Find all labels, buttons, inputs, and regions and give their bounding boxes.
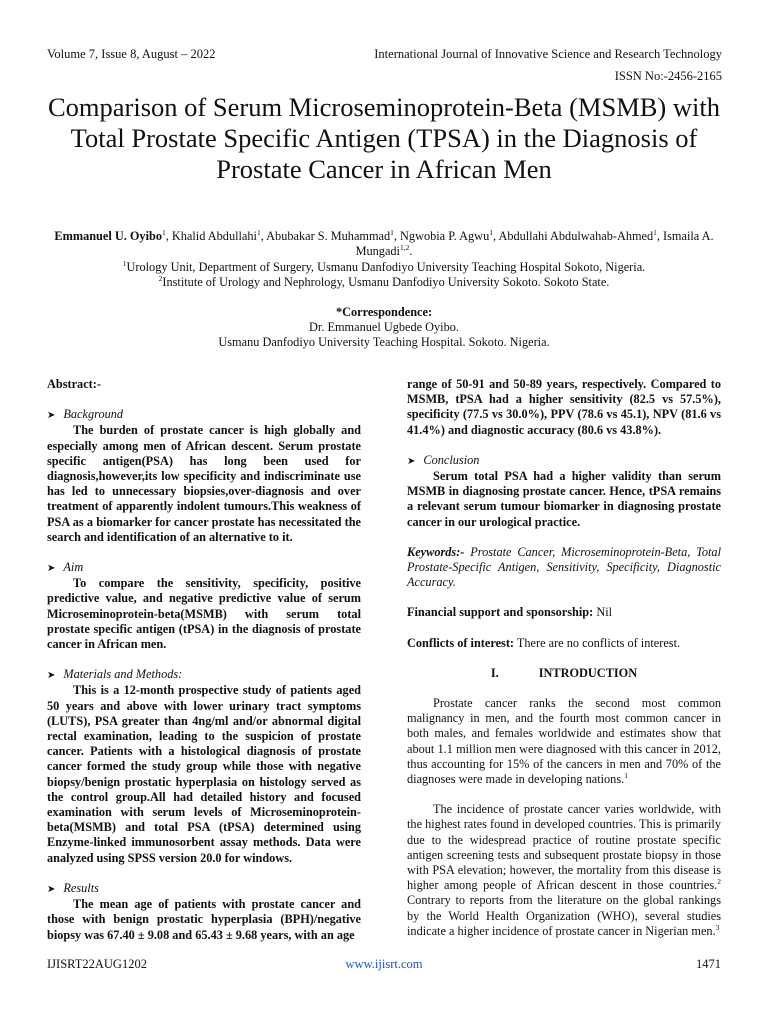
page-number: 1471 [696, 957, 721, 971]
author: , Khalid Abdullahi [165, 229, 257, 243]
bullet-arrow-icon: ➤ [47, 410, 56, 422]
affiliation-2: $^2$Institute of Urology and Nephrology, Usmanu Danfodiyo University Sokoto. Sokoto State. [158, 273, 610, 289]
aim-heading: ➤ Aim [47, 560, 84, 575]
methods-text: This is a 12-month prospective study of patients aged 50 years and above with lower urinary tract symptoms (LUTS), PSA greater than 4ng/ml and/or abnormal digital rectal examination, leading to the suspicion of prostate cancer. Patients with a histological diagnosis of prostate cancer formed the study group while those with negative biopsy/benign prostatic hyperplasia on histology served as the control group.All had detailed history and focused examination with serum levels of Microseminoprotein-beta(MSMB) and total PSA (tPSA) determined using Enzyme-linked immunosorbent assay methods. Data were analyzed using SPSS version 20.0 for windows. [47, 683, 361, 865]
author: , Ismaila A. Mungadi [355, 229, 714, 258]
bullet-arrow-icon: ➤ [407, 455, 416, 467]
journal-website-link[interactable]: www.ijisrt.com [345, 957, 423, 971]
results-heading: ➤ Results [47, 880, 99, 895]
introduction-heading: I. INTRODUCTION [490, 665, 638, 680]
correspondence-label: *Correspondence: [335, 305, 433, 319]
author: , Abubakar S. Muhammad [260, 229, 391, 243]
author-list: Emmanuel U. Oyibo$^1$, Khalid Abdullahi$^1$, Abubakar S. Muhammad$^1$, Ngwobia P. Agwu$^1$, Abdullahi Abdulwahab-Ahmed$^1$, Ismaila A. Mungadi$^{1,2}$. [54, 227, 714, 258]
bullet-arrow-icon: ➤ [47, 563, 56, 575]
correspondence-name: Dr. Emmanuel Ugbede Oyibo. [309, 320, 459, 334]
correspondence-address: Usmanu Danfodiyo University Teaching Hospital. Sokoto. Nigeria. [218, 335, 550, 349]
author: , Abdullahi Abdulwahab-Ahmed [492, 229, 654, 243]
article-code: IJISRT22AUG1202 [47, 957, 147, 971]
results-text: The mean age of patients with prostate cancer and those with benign prostatic hyperplasia (BPH)/negative biopsy was 67.40 ± 9.08 and 65.43 ± 9.68 years, with an age [47, 897, 361, 942]
abstract-label: Abstract:- [47, 377, 101, 391]
conflicts-of-interest: Conflicts of interest: There are no conflicts of interest. [407, 635, 681, 650]
volume-info: Volume 7, Issue 8, August – 2022 [47, 47, 216, 61]
bullet-arrow-icon: ➤ [47, 883, 56, 895]
conclusion-text: Serum total PSA had a higher validity than serum MSMB in diagnosing prostate cancer. Hence, tPSA remains a relevant serum tumour biomarker in diagnosing prostate cancer in our urological practice. [407, 469, 721, 529]
bullet-arrow-icon: ➤ [47, 670, 56, 682]
paper-title: Comparison of Serum Microseminoprotein-Beta (MSMB) with Total Prostate Specific Antigen (TPSA) in the Diagnosis of Prostate Cancer in African Men [48, 92, 720, 184]
methods-heading: ➤ Materials and Methods: [47, 667, 183, 682]
author: , Ngwobia P. Agwu [393, 229, 490, 243]
background-heading: ➤ Background [47, 407, 124, 422]
aim-text: To compare the sensitivity, specificity, positive predictive value, and negative predictive value of serum Microseminoprotein-beta(MSMB) with serum total prostate specific antigen (tPSA) in the diagnosis of prostate cancer in African men. [47, 576, 361, 652]
intro-paragraph-2: The incidence of prostate cancer varies worldwide, with the highest rates found in developed countries. This is primarily due to the widespread practice of routine prostate specific antigen screening tests and subsequent prostate biopsy in those with PSA elevation; however, the mortality from this disease is higher among people of African descent in those countries.$^2$ Contrary to reports from the literature on the global rankings by the World Health Organization (WHO), several studies indicate a higher incidence of prostate cancer in Nigerian men.$^3$ [407, 802, 721, 938]
financial-support: Financial support and sponsorship: Nil [407, 605, 613, 620]
affiliation-1: $^1$Urology Unit, Department of Surgery, Usmanu Danfodiyo University Teaching Hospital Sokoto, Nigeria. [122, 258, 646, 274]
intro-paragraph-1: Prostate cancer ranks the second most common malignancy in men, and the fourth most common cancer in both males, and females worldwide and estimates show that about 1.1 million men were diagnosed with this cancer in 2012, thus accounting for 15% of the cancers in men and 70% of the diagnoses were made in developing nations.$^1$ [407, 696, 721, 787]
correspondence [30, 305, 738, 350]
conclusion-heading: ➤ Conclusion [407, 452, 480, 467]
keywords: Keywords:- Prostate Cancer, Microseminoprotein-Beta, Total Prostate-Specific Antigen, Sensitivity, Specificity, Diagnostic Accuracy. [407, 544, 721, 590]
first-author: Emmanuel U. Oyibo [54, 229, 162, 243]
background-text: The burden of prostate cancer is high globally and especially among men of African descent. Serum prostate specific antigen(PSA) has long been used for diagnosis,however,its low specificity and indiscriminate use has led to unnecessary biopsies,over-diagnosis and over treatment of apparently indolent tumours.This weakness of PSA as a biomarker for cancer prostate has necessitated the search and identification of an alternative to it. [47, 423, 361, 544]
journal-name: International Journal of Innovative Science and Research Technology [374, 47, 722, 61]
left-column [47, 377, 361, 943]
results-text-continued: range of 50-91 and 50-89 years, respectively. Compared to MSMB, tPSA had a higher sensitivity (82.5 vs 57.5%), specificity (77.5 vs 30.0%), PPV (78.6 vs 45.1), NPV (81.6 vs 41.4%) and diagnostic accuracy (80.6 vs 43.8%). [407, 377, 721, 437]
right-column [407, 377, 721, 939]
footer-link-wrap [0, 957, 768, 972]
issn: ISSN No:-2456-2165 [614, 69, 722, 83]
